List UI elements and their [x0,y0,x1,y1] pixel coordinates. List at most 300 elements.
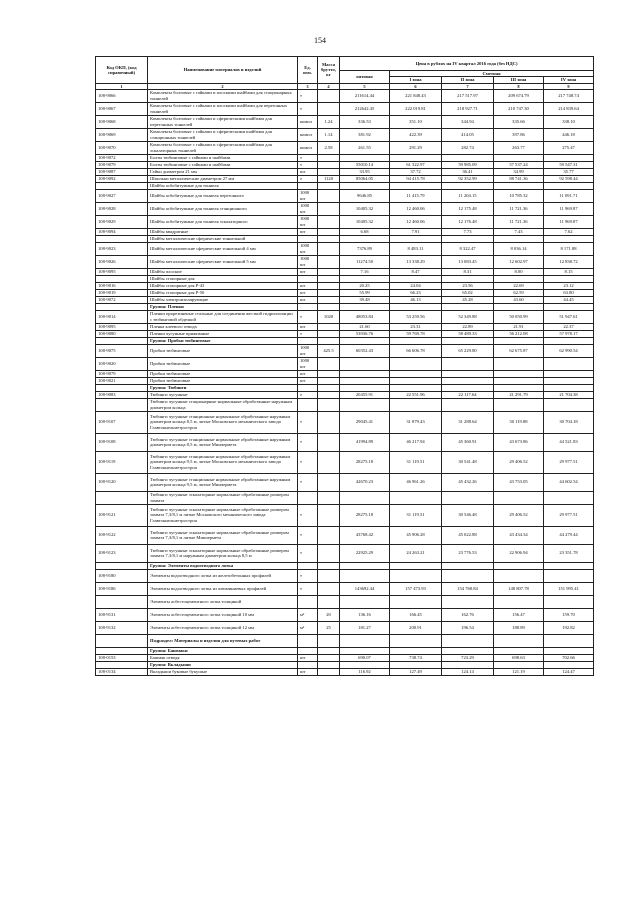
zone-1-price-cell: 13 338.29 [390,255,442,268]
wholesale-price-cell: 28275.18 [340,451,390,473]
mass-cell [318,323,340,330]
code-cell: 108-9123 [96,544,148,562]
zone-2-price-cell: 217 517.97 [442,89,494,102]
zone-2-price-cell [442,398,494,411]
price-table [95,56,594,676]
name-cell: Пробки тюбинговые [148,377,298,384]
wholesale-price-cell [340,357,390,370]
zone-4-price-cell [544,275,594,282]
zone-4-price-cell: 151 995.41 [544,582,594,595]
zone-1-price-cell: 291.29 [390,141,442,154]
zone-1-price-cell: 23.31 [390,323,442,330]
table-row [96,323,594,330]
zone-1-price-cell: 12 460.06 [390,215,442,228]
zone-2-price-cell: 723.29 [442,654,494,661]
zone-3-price-cell [494,398,544,411]
zone-2-price-cell [442,337,494,344]
name-cell: Болты тюбинговые с гайками и шайбами [148,161,298,168]
unit-cell: шт [298,228,318,235]
zone-2-price-cell: 59 985.09 [442,161,494,168]
group-header-row [96,384,594,391]
zone-1-price-cell: 45 906.28 [390,526,442,544]
code-cell: 108-9020 [96,357,148,370]
mass-cell [318,562,340,569]
name-cell: Элементы водоотводного лотка из алюминиевых профилей [148,582,298,595]
zone-2-price-cell: 45 360.91 [442,433,494,451]
code-cell: 108-9079 [96,370,148,377]
zone-1-price-cell: 22 551.96 [390,391,442,398]
zone-1-price-cell: 24 263.21 [390,544,442,562]
zone-1-price-cell: 46 961.26 [390,473,442,491]
zone-1-price-cell [390,595,442,608]
header-unit: Ед. изм. [298,57,318,84]
mass-cell: 1.24 [318,115,340,128]
mass-cell: 1.14 [318,128,340,141]
header-mass: Масса брутто, кг [318,57,340,84]
mass-cell [318,275,340,282]
wholesale-price-cell: 181.27 [340,621,390,634]
wholesale-price-cell: 6.68 [340,228,390,235]
zone-1-price-cell [390,154,442,161]
zone-4-price-cell: 11 969.87 [544,215,594,228]
zone-3-price-cell: 11 721.36 [494,215,544,228]
name-cell: Комплекты болтовые с гайками и плоскими шайбами для стационарных тоннелей [148,89,298,102]
name-cell: Комплекты болтовые с гайками и плоскими шайбами для перегонных тоннелей [148,102,298,115]
unit-cell [298,384,318,391]
zone-2-price-cell [442,595,494,608]
code-cell: 108-9021 [96,377,148,384]
table-row [96,582,594,595]
table-row [96,310,594,323]
header-zone-3: III зона [494,77,544,83]
mass-cell [318,473,340,491]
wholesale-price-cell: 85064.05 [340,175,390,182]
zone-4-price-cell [544,182,594,189]
wholesale-price-cell: 11274.50 [340,255,390,268]
zone-1-price-cell: 8 483.11 [390,242,442,255]
code-cell: 108-9072 [96,296,148,303]
mass-cell [318,411,340,433]
zone-4-price-cell: 44.45 [544,296,594,303]
mass-cell [318,289,340,296]
column-index: 1 [96,83,148,89]
name-cell: Элементы асбестоцементного лотка толщиной [148,595,298,608]
zone-1-price-cell: 8.47 [390,268,442,275]
zone-2-price-cell: 11 204.15 [442,189,494,202]
name-cell: Шайбы стопорные для Р-50 [148,289,298,296]
wholesale-price-cell: 336.53 [340,115,390,128]
table-row [96,473,594,491]
code-cell: 108-9066 [96,89,148,102]
table-row [96,115,594,128]
code-cell: 108-9092 [96,175,148,182]
code-cell [96,398,148,411]
group-header-row [96,661,594,668]
table-row [96,89,594,102]
code-cell: 108-9023 [96,242,148,255]
zone-3-price-cell: 62.59 [494,289,544,296]
zone-3-price-cell: 88 741.36 [494,175,544,182]
zone-4-price-cell [544,303,594,310]
code-cell [96,595,148,608]
code-cell [96,491,148,504]
zone-4-price-cell [544,337,594,344]
zone-4-price-cell: 44 602.54 [544,473,594,491]
wholesale-price-cell [340,647,390,654]
name-cell: Тюбинги чугунные [148,391,298,398]
wholesale-price-cell [340,235,390,242]
mass-cell [318,544,340,562]
table-row [96,154,594,161]
table-row [96,391,594,398]
zone-3-price-cell: 209 674.79 [494,89,544,102]
code-cell [96,562,148,569]
name-cell: Группа: Пленки [148,303,298,310]
zone-1-price-cell [390,634,442,647]
name-cell: Группа: Тюбинги [148,384,298,391]
zone-3-price-cell: 7.43 [494,228,544,235]
zone-1-price-cell: 127.49 [390,668,442,675]
code-cell: 108-9069 [96,128,148,141]
zone-2-price-cell [442,357,494,370]
zone-4-price-cell: 44 279.44 [544,526,594,544]
name-cell: Тюбинги чугунные эскалаторные нормальные обработанные размером захвата 7,3/8,1 м литые Минчермета [148,526,298,544]
zone-3-price-cell: 22.69 [494,282,544,289]
name-cell: Башмак отводя [148,654,298,661]
zone-4-price-cell [544,384,594,391]
unit-cell [298,303,318,310]
mass-cell [318,398,340,411]
wholesale-price-cell [340,182,390,189]
zone-2-price-cell: 414.05 [442,128,494,141]
wholesale-price-cell: 22925.29 [340,544,390,562]
header-zone-4: IV зона [544,77,594,83]
wholesale-price-cell: 381.92 [340,128,390,141]
zone-1-price-cell [390,384,442,391]
table-row [96,242,594,255]
zone-2-price-cell [442,377,494,384]
mass-cell [318,255,340,268]
zone-4-price-cell [544,398,594,411]
zone-2-price-cell: 23.56 [442,282,494,289]
zone-2-price-cell: 23 776.53 [442,544,494,562]
unit-cell: шт [298,282,318,289]
mass-cell [318,303,340,310]
unit-cell: 1000 шт [298,357,318,370]
mass-cell [318,491,340,504]
zone-4-price-cell [544,595,594,608]
wholesale-price-cell: 10405.32 [340,215,390,228]
wholesale-price-cell: 7.16 [340,268,390,275]
zone-3-price-cell: 263.77 [494,141,544,154]
code-cell [96,303,148,310]
wholesale-price-cell: 143692.44 [340,582,390,595]
name-cell: Тюбинги чугунные станционные нормальные обработанные наружным диаметром кольца 8,5 м, литые Московского механического завода Главтоннельметростроя [148,411,298,433]
wholesale-price-cell: 7376.89 [340,242,390,255]
zone-3-price-cell: 121.19 [494,668,544,675]
mass-cell [318,102,340,115]
table-row [96,491,594,504]
zone-3-price-cell: 34.99 [494,168,544,175]
unit-cell: 1000 шт [298,202,318,215]
mass-cell [318,384,340,391]
header-name: Наименование материалов и изделий [148,57,298,84]
group-header-row [96,562,594,569]
zone-2-price-cell: 65.02 [442,289,494,296]
unit-cell [298,491,318,504]
zone-3-price-cell: 156.47 [494,608,544,621]
mass-cell [318,391,340,398]
zone-4-price-cell: 59 547.31 [544,161,594,168]
mass-cell [318,228,340,235]
zone-3-price-cell: 10 785.32 [494,189,544,202]
zone-2-price-cell [442,634,494,647]
zone-4-price-cell: 30 704.18 [544,411,594,433]
wholesale-price-cell: 41994.89 [340,433,390,451]
code-cell: 108-9180 [96,569,148,582]
zone-1-price-cell: 7.91 [390,228,442,235]
mass-cell [318,235,340,242]
name-cell: Шайбы металлические сферические тоннельной 4 мм [148,242,298,255]
table-row [96,268,594,275]
table-row [96,235,594,242]
unit-cell: т [298,544,318,562]
page-number: 154 [314,36,326,45]
code-cell: 108-9108 [96,433,148,451]
unit-cell [298,647,318,654]
wholesale-price-cell: 53936.76 [340,330,390,337]
name-cell: Элементы водоотводного лотка из железобетонных профилей [148,569,298,582]
zone-4-price-cell: 446.18 [544,128,594,141]
code-cell [96,275,148,282]
table-row [96,377,594,384]
unit-cell: шт [298,668,318,675]
name-cell: Группа: Пробки тюбинговые [148,337,298,344]
table-row [96,544,594,562]
zone-3-price-cell: 12 602.97 [494,255,544,268]
zone-4-price-cell [544,357,594,370]
code-cell: 108-9186 [96,582,148,595]
table-row [96,282,594,289]
zone-1-price-cell: 157 473.93 [390,582,442,595]
unit-cell [298,182,318,189]
table-row [96,433,594,451]
code-cell: 108-9019 [96,289,148,296]
zone-3-price-cell: 397.86 [494,128,544,141]
column-index: 5 [340,83,390,89]
zone-1-price-cell: 222 019.81 [390,102,442,115]
zone-3-price-cell: 43 434.34 [494,526,544,544]
zone-1-price-cell [390,235,442,242]
code-cell: 108-9028 [96,202,148,215]
mass-cell: 1020 [318,310,340,323]
mass-cell [318,89,340,102]
column-index: 6 [390,83,442,89]
zone-3-price-cell [494,303,544,310]
zone-1-price-cell [390,491,442,504]
zone-4-price-cell: 57 978.17 [544,330,594,337]
column-index: 7 [442,83,494,89]
code-cell: 108-9107 [96,411,148,433]
mass-cell: 2.58 [318,141,340,154]
zone-3-price-cell [494,182,544,189]
wholesale-price-cell [340,275,390,282]
unit-cell: шт [298,296,318,303]
zone-4-price-cell: 214 839.64 [544,102,594,115]
zone-1-price-cell: 166.45 [390,608,442,621]
wholesale-price-cell [340,634,390,647]
zone-1-price-cell: 422.39 [390,128,442,141]
zone-3-price-cell: 335.66 [494,115,544,128]
zone-4-price-cell: 44 521.83 [544,433,594,451]
zone-3-price-cell: 56 212.08 [494,330,544,337]
unit-cell: шт [298,268,318,275]
name-cell: Элементы асбестоцементного лотка толщиной 12 мм [148,621,298,634]
zone-2-price-cell: 31 288.64 [442,411,494,433]
name-cell: Тюбинги чугунные станционные нормальные обработанные наружным диаметром кольца 8,5 м, литые Минчермета [148,433,298,451]
zone-1-price-cell [390,377,442,384]
zone-3-price-cell: 30 119.88 [494,411,544,433]
zone-4-price-cell: 63.80 [544,289,594,296]
unit-cell [298,275,318,282]
table-row [96,182,594,189]
zone-3-price-cell [494,275,544,282]
zone-3-price-cell: 50 050.99 [494,310,544,323]
table-row [96,141,594,154]
code-cell: 108-9014 [96,310,148,323]
unit-cell: 1000 шт [298,215,318,228]
table-row [96,202,594,215]
zone-2-price-cell: 45 022.88 [442,526,494,544]
mass-cell [318,569,340,582]
wholesale-price-cell: 20455.91 [340,391,390,398]
unit-cell [298,398,318,411]
zone-1-price-cell: 200.91 [390,621,442,634]
column-index: 9 [544,83,594,89]
column-index: 3 [298,83,318,89]
zone-3-price-cell: 8 036.14 [494,242,544,255]
name-cell: Шайбы плоские [148,268,298,275]
wholesale-price-cell: 136.16 [340,608,390,621]
zone-3-price-cell: 21.91 [494,323,544,330]
zone-1-price-cell: 53 259.56 [390,310,442,323]
column-index: 2 [148,83,298,89]
zone-3-price-cell: 188.89 [494,621,544,634]
zone-4-price-cell: 11 969.87 [544,202,594,215]
mass-cell: 425.5 [318,344,340,357]
wholesale-price-cell: 39.48 [340,296,390,303]
zone-2-price-cell [442,235,494,242]
mass-cell [318,595,340,608]
header-wholesale: оптовая [340,71,390,84]
wholesale-price-cell: 28275.18 [340,504,390,526]
zone-4-price-cell: 21 704.38 [544,391,594,398]
table-row [96,526,594,544]
zone-2-price-cell [442,569,494,582]
group-header-row [96,647,594,654]
table-row [96,128,594,141]
unit-cell: шт [298,370,318,377]
zone-4-price-cell: 275.47 [544,141,594,154]
code-cell: 108-9027 [96,189,148,202]
code-cell [96,647,148,654]
zone-2-price-cell: 22.89 [442,323,494,330]
mass-cell [318,268,340,275]
mass-cell [318,154,340,161]
zone-1-price-cell: 94 415.78 [390,175,442,182]
table-row [96,398,594,411]
code-cell [96,235,148,242]
table-row [96,668,594,675]
table-row [96,275,594,282]
zone-4-price-cell [544,377,594,384]
name-cell: Гайки диаметром 21 мм [148,168,298,175]
mass-cell [318,370,340,377]
zone-4-price-cell: 217 748.74 [544,89,594,102]
zone-1-price-cell: 59 769.78 [390,330,442,337]
name-cell: Комплекты болтовые с гайками и сферическими шайбами для эскалаторных тоннелей [148,141,298,154]
mass-cell: 20 [318,608,340,621]
zone-2-price-cell: 218 927.71 [442,102,494,115]
name-cell: Шайбы асбобитумные для тоннеля перегонного [148,189,298,202]
mass-cell [318,242,340,255]
zone-3-price-cell [494,595,544,608]
name-cell: Пробки тюбинговые [148,370,298,377]
zone-1-price-cell: 31 119.51 [390,504,442,526]
mass-cell [318,189,340,202]
zone-2-price-cell [442,154,494,161]
code-cell: 108-9072 [96,154,148,161]
table-row [96,357,594,370]
mass-cell [318,526,340,544]
zone-4-price-cell [544,154,594,161]
name-cell: Шайбы стопорные для Р-43 [148,282,298,289]
zone-3-price-cell: 698.63 [494,654,544,661]
mass-cell [318,451,340,473]
unit-cell [298,661,318,668]
table-row [96,608,594,621]
header-estimate: Сметная [390,71,594,77]
mass-cell [318,330,340,337]
zone-1-price-cell: 46 217.94 [390,433,442,451]
table-row [96,344,594,357]
zone-3-price-cell: 22 906.94 [494,544,544,562]
table-row [96,330,594,337]
zone-2-price-cell: 162.76 [442,608,494,621]
name-cell: Пленка клеевого отвода [148,323,298,330]
zone-1-price-cell [390,569,442,582]
zone-4-price-cell: 29 977.51 [544,451,594,473]
table-row [96,451,594,473]
zone-4-price-cell [544,661,594,668]
wholesale-price-cell: 60352.43 [340,344,390,357]
zone-2-price-cell: 45.28 [442,296,494,303]
wholesale-price-cell [340,337,390,344]
zone-3-price-cell: 43.60 [494,296,544,303]
wholesale-price-cell [340,491,390,504]
zone-3-price-cell: 8.00 [494,268,544,275]
name-cell: Шайбы асбобитумные для тоннеля станционного [148,202,298,215]
name-cell: Шайбы электроизолирующие [148,296,298,303]
mass-cell: 25 [318,621,340,634]
mass-cell [318,647,340,654]
zone-2-price-cell [442,370,494,377]
unit-cell: т [298,310,318,323]
zone-2-price-cell: 58 489.33 [442,330,494,337]
unit-cell: компл [298,141,318,154]
name-cell: Группа: Элементы водоотводного лотка [148,562,298,569]
zone-2-price-cell [442,303,494,310]
